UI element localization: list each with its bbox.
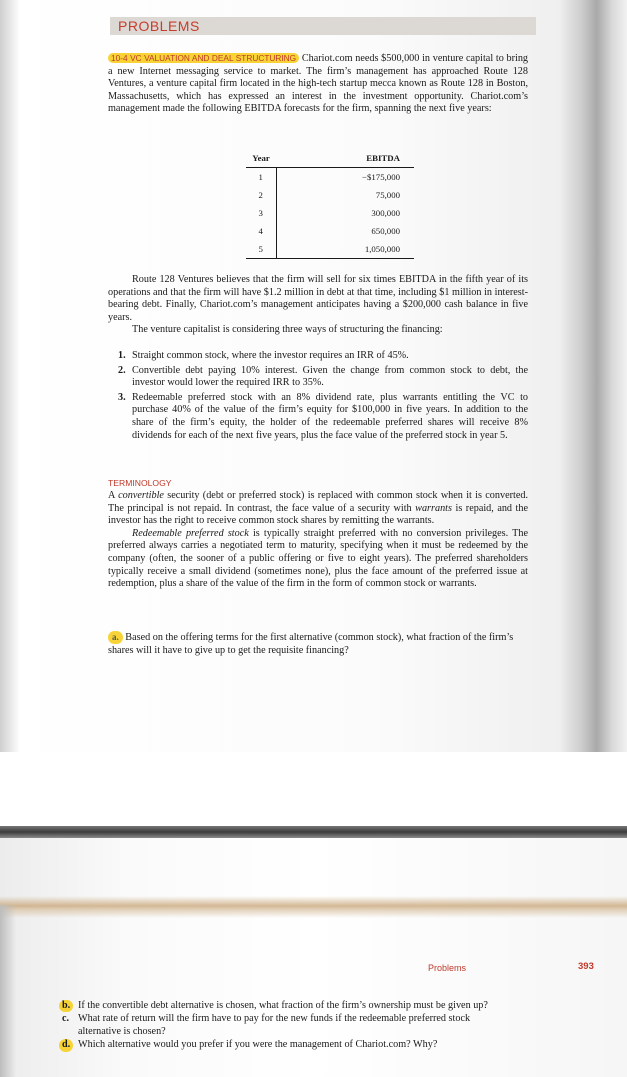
table-row bbox=[246, 240, 414, 259]
body-paragraph: Route 128 Ventures believes that the firm will sell for six times EBITDA in the fifth year of its operations and that the firm will have $1.2 million in debt at that time, including $1 million in interest-bearing debt. Finally, Chariot.com’s management anticipates having a $200,000 cash balance in five years. bbox=[108, 274, 528, 323]
body-text bbox=[108, 274, 528, 337]
question-text: Based on the offering terms for the first alternative (common stock), what fraction of the firm’s shares will it have to give up to get the requisite financing? bbox=[108, 632, 514, 656]
terminology-paragraph bbox=[108, 528, 528, 591]
question-label: c. bbox=[62, 1013, 70, 1025]
table-cell-year: 4 bbox=[246, 222, 276, 240]
table-cell-ebitda: 650,000 bbox=[371, 226, 400, 236]
table-cell-year: 1 bbox=[246, 168, 276, 187]
questions-list bbox=[62, 1000, 492, 1053]
table-cell-ebitda: 1,050,000 bbox=[276, 240, 414, 259]
financing-options-list bbox=[108, 350, 528, 444]
question-b bbox=[62, 1000, 492, 1012]
body-paragraph: The venture capitalist is considering three ways of structuring the financing: bbox=[132, 324, 443, 336]
table-row bbox=[246, 204, 414, 222]
question-text: Which alternative would you prefer if you were the management of Chariot.com? Why? bbox=[78, 1039, 438, 1051]
question-label: b. bbox=[59, 1000, 73, 1012]
question-label: d. bbox=[59, 1039, 73, 1051]
question-text: If the convertible debt alternative is chosen, what fraction of the firm’s ownership must be given up? bbox=[78, 1000, 488, 1011]
page-number: 393 bbox=[578, 961, 594, 972]
list-item-text: Convertible debt paying 10% interest. Given the change from common stock to debt, the investor would lower the required IRR to 35%. bbox=[132, 364, 528, 389]
table-header-ebitda: EBITDA bbox=[276, 150, 414, 168]
question-c bbox=[62, 1013, 492, 1038]
table-row bbox=[246, 168, 414, 187]
question-text: What rate of return will the firm have to pay for the new funds if the redeemable preferred stock alternative is chosen? bbox=[78, 1013, 471, 1037]
page-curl-shadow bbox=[0, 896, 627, 918]
problem-tag: 10-4 VC VALUATION AND DEAL STRUCTURING bbox=[108, 53, 299, 63]
list-item-number: 2. bbox=[118, 364, 126, 376]
terminology-text bbox=[108, 490, 528, 591]
question-label: a. bbox=[108, 631, 123, 644]
question-a bbox=[108, 631, 528, 657]
question-d bbox=[62, 1039, 492, 1051]
page-left-shadow bbox=[0, 0, 20, 752]
term-convertible: convertible bbox=[118, 490, 164, 501]
table-header-year: Year bbox=[246, 150, 276, 168]
text-run: security (debt or preferred stock) is replaced with common stock when it is converted. The principal is not repaid. In contrast, the face value of a security with bbox=[108, 490, 528, 514]
list-item bbox=[108, 365, 528, 390]
table-cell-year: 2 bbox=[246, 186, 276, 204]
table-cell-year: 5 bbox=[246, 240, 276, 259]
term-warrants: warrants bbox=[415, 502, 452, 514]
text-run: A bbox=[108, 490, 119, 501]
table-cell-ebitda: −$175,000 bbox=[362, 172, 400, 182]
page-left-shadow bbox=[0, 905, 16, 1077]
book-binding-shadow bbox=[560, 0, 627, 760]
table-cell-ebitda: 300,000 bbox=[371, 208, 400, 218]
list-item-text: Straight common stock, where the investor requires an IRR of 45%. bbox=[132, 350, 409, 361]
list-item bbox=[108, 350, 528, 363]
term-redeemable-preferred: Redeemable preferred stock bbox=[132, 527, 249, 539]
terminology-paragraph bbox=[108, 490, 528, 528]
text-run: is repaid, and the investor has the right to receive common stock shares by remitting the warrants. bbox=[108, 502, 528, 527]
table-row bbox=[246, 222, 414, 240]
table-row bbox=[246, 186, 414, 204]
table-cell-year: 3 bbox=[246, 204, 276, 222]
text-run: is typically straight preferred with no conversion privileges. The preferred always carries a negotiated term to maturity, specifying when it must be redeemed by the company (often, the sooner of a public offering or five to eight years). The preferred shareholders typically receive a small dividend (sometimes none), plus the face amount of the preferred issue at redemption, plus a share of the value of the firm in the form of common stock or warrants. bbox=[108, 527, 528, 590]
list-item-number: 1. bbox=[118, 350, 126, 361]
ebitda-table bbox=[246, 150, 414, 259]
list-item-text: Redeemable preferred stock with an 8% dividend rate, plus warrants entitling the VC to purchase 40% of the value of the firm’s equity for $100,000 in five years. In addition to the share of the firm’s equity, the holder of the redeemable preferred shares will receive 8% dividends for each of the next five years, plus the face value of the preferred stock in year 5. bbox=[132, 391, 528, 441]
problem-intro-text: Chariot.com needs $500,000 in venture capital to bring a new Internet messaging service to market. The firm’s management has approached Route 128 Ventures, a venture capital firm located in the high-tech startup mecca known as Route 128 in Boston, Massachusetts, which has expressed an interest in the investment opportunity. Chariot.com’s management made the following EBITDA forecasts for the firm, spanning the next five years: bbox=[108, 53, 529, 115]
problem-intro bbox=[108, 52, 528, 116]
page-divider bbox=[0, 826, 627, 838]
list-item bbox=[108, 392, 528, 442]
running-footer: Problems bbox=[428, 963, 467, 973]
section-header: PROBLEMS bbox=[110, 17, 536, 35]
list-item-number: 3. bbox=[118, 391, 126, 403]
table-cell-ebitda: 75,000 bbox=[375, 190, 400, 200]
terminology-heading: TERMINOLOGY bbox=[108, 478, 172, 488]
